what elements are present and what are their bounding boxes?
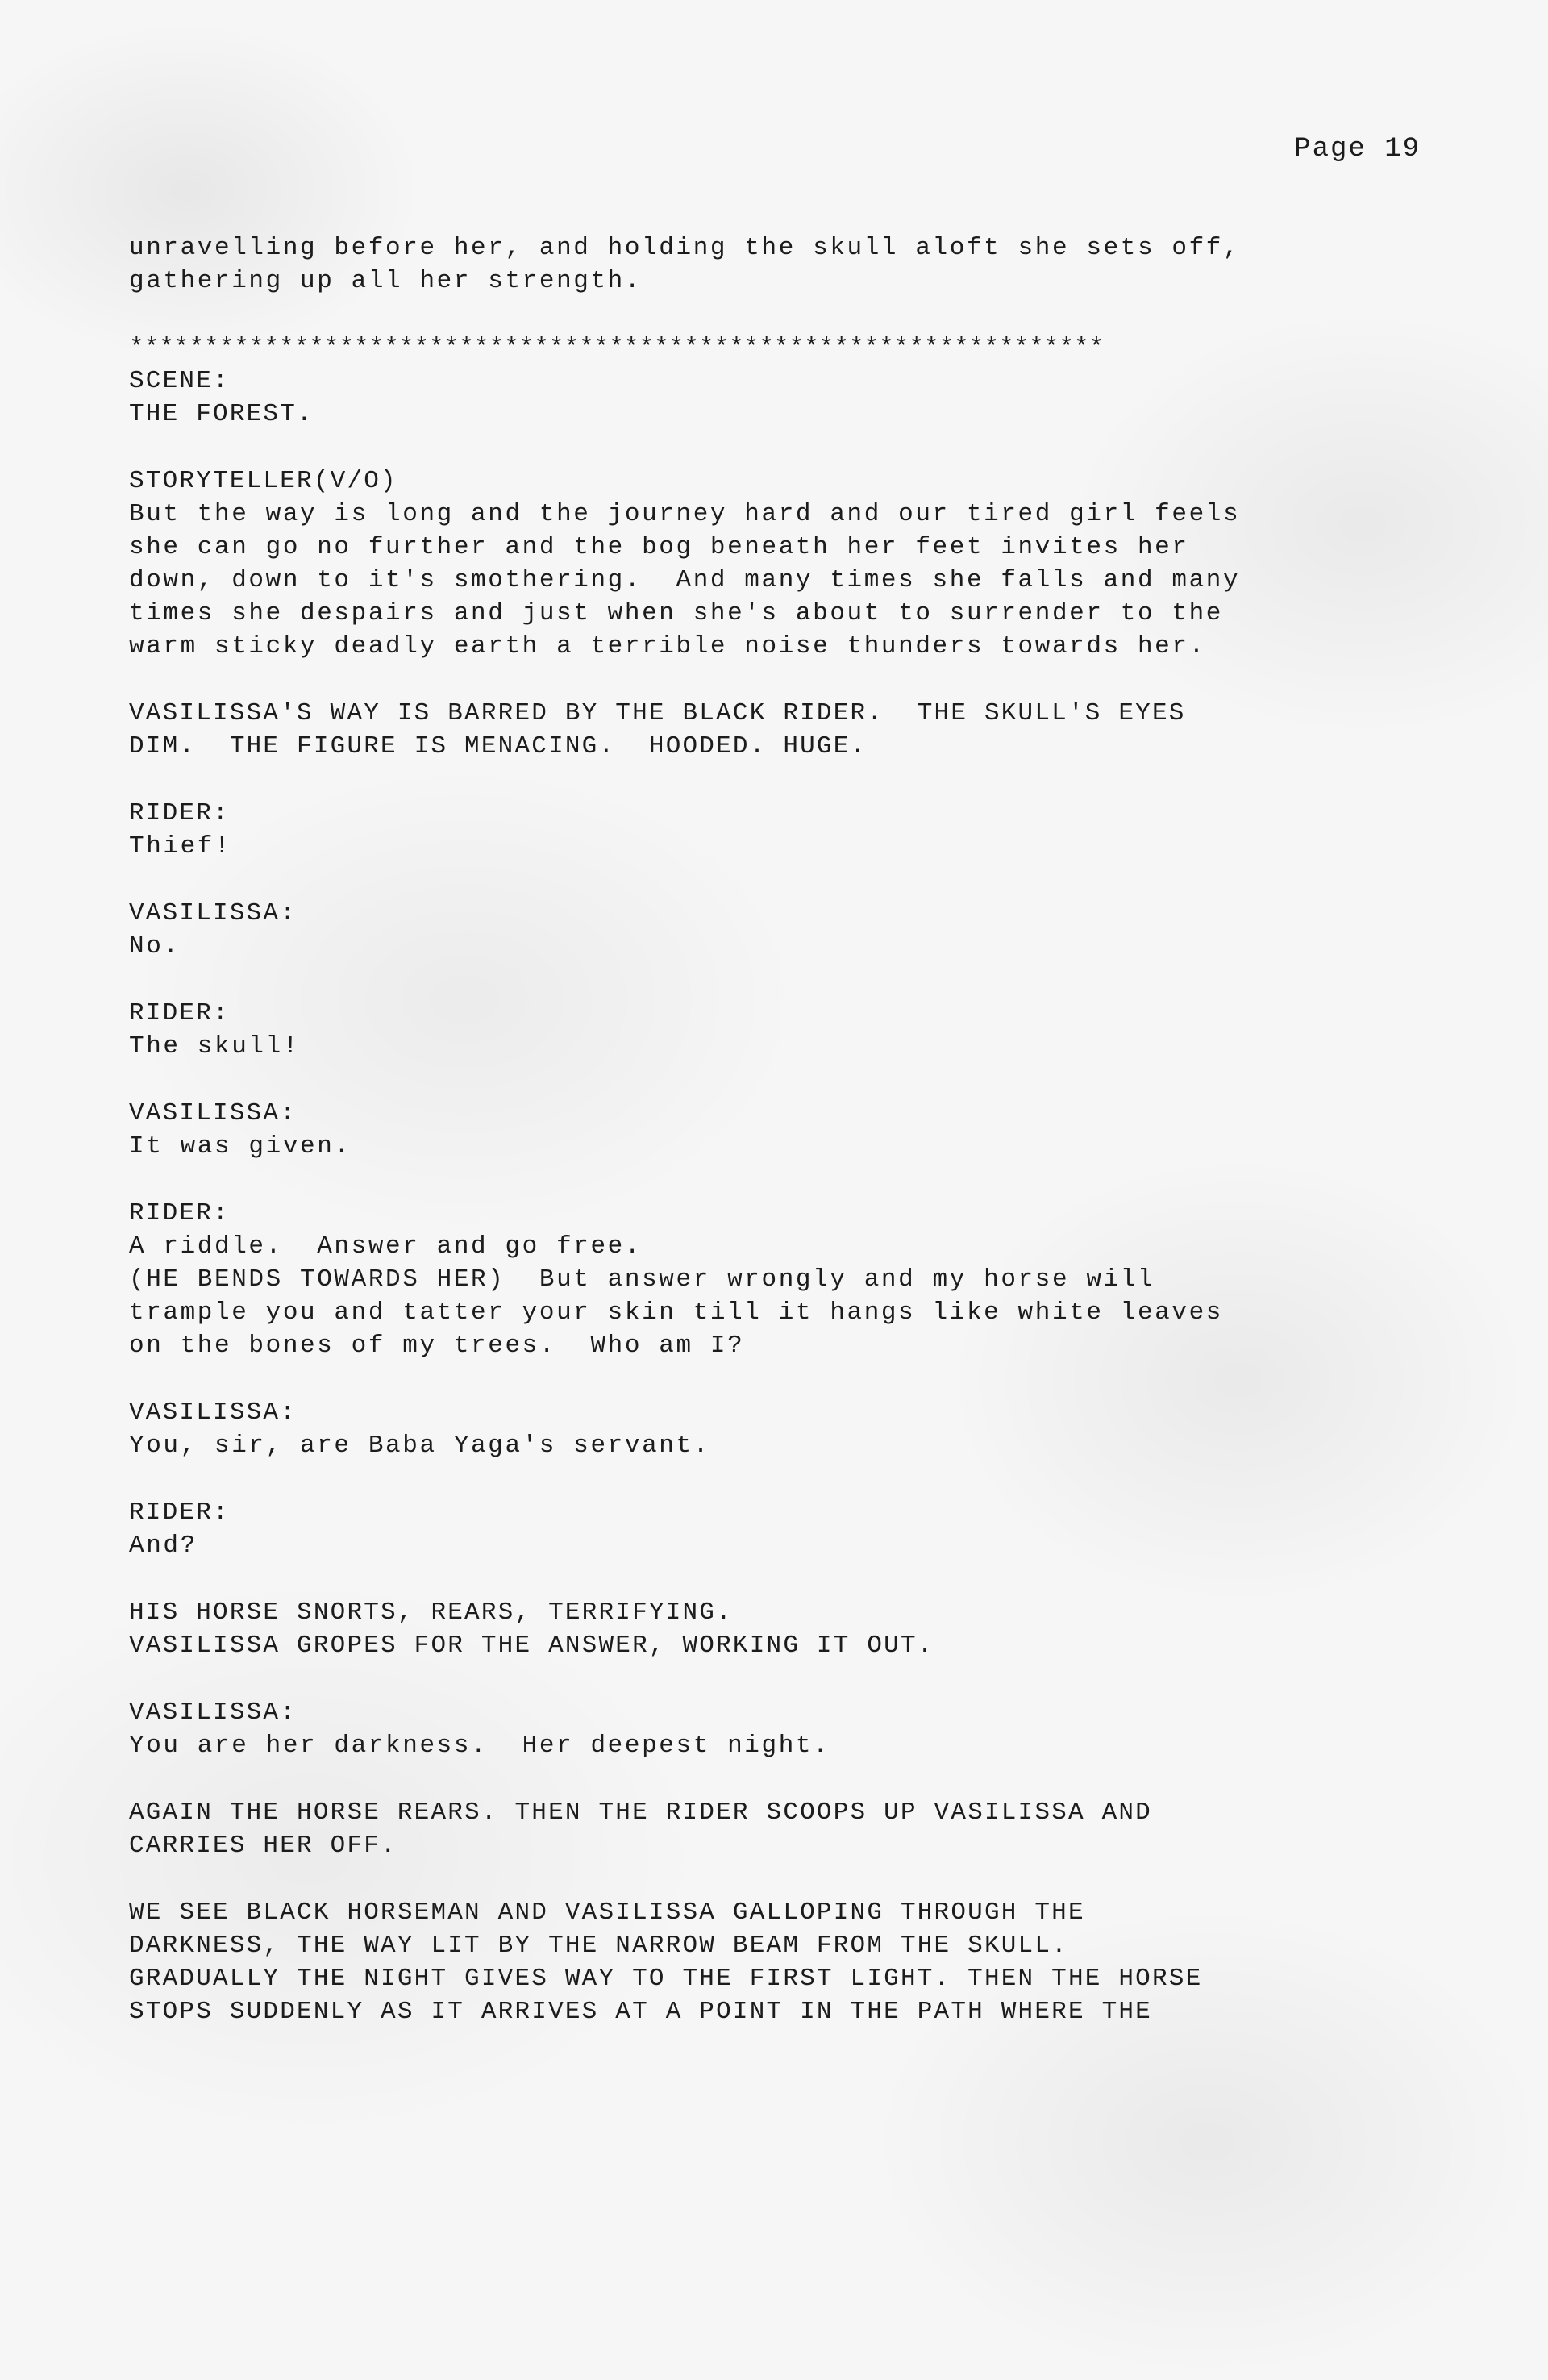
character-name: RIDER: bbox=[129, 999, 230, 1027]
dialogue-line: And? bbox=[129, 1532, 198, 1560]
character-name: RIDER: bbox=[129, 1498, 230, 1527]
dialogue-line: You are her darkness. Her deepest night. bbox=[129, 1732, 830, 1760]
character-name: RIDER: bbox=[129, 799, 230, 827]
action-line: VASILISSA GROPES FOR THE ANSWER, WORKING IT OUT. bbox=[129, 1632, 934, 1660]
dialogue-line: on the bones of my trees. Who am I? bbox=[129, 1332, 745, 1360]
script-line: gathering up all her strength. bbox=[129, 267, 643, 295]
dialogue-line: But the way is long and the journey hard and our tired girl feels bbox=[129, 500, 1241, 528]
action-line: STOPS SUDDENLY AS IT ARRIVES AT A POINT IN THE PATH WHERE THE bbox=[129, 1998, 1152, 2026]
scene-location: THE FOREST. bbox=[129, 400, 314, 428]
dialogue-line: No. bbox=[129, 932, 181, 961]
dialogue-line: You, sir, are Baba Yaga's servant. bbox=[129, 1432, 710, 1460]
page-number: Page 19 bbox=[1294, 134, 1421, 165]
character-name: STORYTELLER(V/O) bbox=[129, 467, 397, 495]
action-line: GRADUALLY THE NIGHT GIVES WAY TO THE FIRST LIGHT. THEN THE HORSE bbox=[129, 1965, 1203, 1993]
script-body bbox=[129, 231, 1435, 2028]
character-name: VASILISSA: bbox=[129, 1699, 298, 1727]
character-name: VASILISSA: bbox=[129, 899, 298, 927]
dialogue-line: trample you and tatter your skin till it hangs like white leaves bbox=[129, 1298, 1223, 1327]
dialogue-line: (HE BENDS TOWARDS HER) But answer wrongly and my horse will bbox=[129, 1265, 1155, 1294]
dialogue-line: A riddle. Answer and go free. bbox=[129, 1232, 643, 1261]
dialogue-line: Thief! bbox=[129, 832, 232, 861]
action-line: DIM. THE FIGURE IS MENACING. HOODED. HUGE. bbox=[129, 732, 868, 761]
dialogue-line: It was given. bbox=[129, 1132, 352, 1161]
scene-heading: SCENE: bbox=[129, 367, 230, 395]
action-line: CARRIES HER OFF. bbox=[129, 1832, 397, 1860]
character-name: VASILISSA: bbox=[129, 1099, 298, 1127]
action-line: VASILISSA'S WAY IS BARRED BY THE BLACK RIDER. THE SKULL'S EYES bbox=[129, 699, 1186, 727]
dialogue-line: times she despairs and just when she's about to surrender to the bbox=[129, 599, 1223, 627]
character-name: VASILISSA: bbox=[129, 1398, 298, 1427]
action-line: AGAIN THE HORSE REARS. THEN THE RIDER SCOOPS UP VASILISSA AND bbox=[129, 1799, 1152, 1827]
dialogue-line: The skull! bbox=[129, 1032, 301, 1061]
dialogue-line: she can go no further and the bog beneath her feet invites her bbox=[129, 533, 1189, 561]
action-line: HIS HORSE SNORTS, REARS, TERRIFYING. bbox=[129, 1598, 733, 1627]
scene-divider: ***************************************************************** bbox=[129, 334, 1105, 362]
dialogue-line: down, down to it's smothering. And many times she falls and many bbox=[129, 566, 1241, 594]
action-line: WE SEE BLACK HORSEMAN AND VASILISSA GALLOPING THROUGH THE bbox=[129, 1899, 1085, 1927]
character-name: RIDER: bbox=[129, 1199, 230, 1228]
dialogue-line: warm sticky deadly earth a terrible noise thunders towards her. bbox=[129, 632, 1206, 661]
script-line: unravelling before her, and holding the skull aloft she sets off, bbox=[129, 234, 1241, 262]
action-line: DARKNESS, THE WAY LIT BY THE NARROW BEAM FROM THE SKULL. bbox=[129, 1932, 1068, 1960]
